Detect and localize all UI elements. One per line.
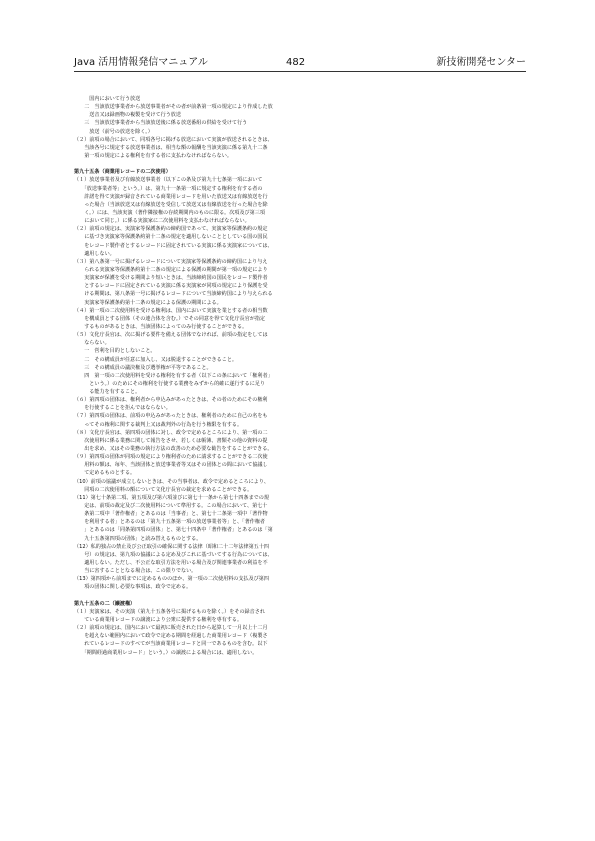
text-line: 適用しない。ただし、不公正な取引方法を用いる場合及び関連事業者の利益を不	[74, 560, 268, 567]
text-line: 同項の二次使用料の額について文化庁長官の裁定を求めることができる。	[74, 486, 253, 493]
text-line: った場合（当該放送又は有線放送を受信して放送又は有線放送を行った場合を除	[74, 201, 268, 208]
blank-line	[74, 160, 526, 168]
text-line: ならない。	[74, 340, 110, 347]
text-line: （12）私的独占の禁止及び公正取引の確保に関する法律（昭和二十二年法律第五十四	[74, 543, 269, 550]
text-line: れているレコードのすべてが当該商業用レコードと同一であるものを含む。以下	[74, 641, 268, 648]
text-line: 送音又は録画物の複製を受けて行う放送	[74, 112, 181, 119]
text-line: をレコード製作者とするレコードに固定されている実演に係る実演家については、	[74, 242, 273, 249]
page-number: 482	[286, 57, 306, 68]
text-line: （９）第四項の団体が同項の規定により権利者のために請求することができる二次使	[74, 454, 268, 461]
text-line: 放送（前号の放送を除く。）	[74, 128, 153, 135]
text-line: 「放送事業者等」という。）は、第九十一条第一項に規定する権利を有する者の	[74, 185, 263, 192]
text-line: （５）文化庁長官は、次に掲げる要件を備える団体でなければ、前項の指定をしては	[74, 332, 268, 339]
text-line: 項の団体に関し必要な事項は、政令で定める。	[74, 584, 192, 591]
text-line: ける期間は、第八条第一号に掲げるレコードについて当該締約国により与えられる	[74, 291, 273, 298]
header-rule	[74, 71, 526, 72]
text-line: 定は、前項の裁定及び二次使用料について準用する。この場合において、第七十	[74, 503, 268, 510]
text-line: く。）には、当該実演（著作隣接権の存続期間内のものに限る。次項及び第三項	[74, 209, 265, 216]
text-line: （３）第八条第一号に掲げるレコードについて実演家等保護条約の締約国により与え	[74, 258, 268, 265]
text-line: 当に害することとなる場合は、この限りでない。	[74, 568, 197, 575]
text-line: 条第二項中「著作権者」とあるのは「当事者」と、第七十二条第一項中「著作物	[74, 511, 268, 518]
header-title: Java 活用情報発信マニュアル	[74, 57, 208, 68]
text-line: を行使することを拒んではならない。	[74, 405, 171, 412]
text-line: 適用しない。	[74, 250, 115, 257]
page-header	[74, 56, 526, 70]
text-line: （４）第一項の二次使用料を受ける権利は、国内において実演を業とする者の相当数	[74, 307, 268, 314]
text-line: （２）前項の規定は、国内において最初に販売された日から起算して一月以上十二月	[74, 625, 268, 632]
text-line: （13）第四項から前項までに定めるもののほか、第一項の二次使用料の支払及び第四	[74, 576, 269, 583]
text-line: ってその権利に関する裁判上又は裁判外の行為を行う権限を有する。	[74, 421, 243, 428]
text-line: 二 当該放送事業者から放送事業者がその者が前条第一項の規定により作成した放	[74, 104, 273, 111]
text-line: 国内において行う放送	[74, 96, 141, 102]
text-line: 二 その構成員が任意に加入し、又は脱退することができること。	[74, 356, 238, 363]
text-line: 用料の額は、毎年、当該団体と放送事業者等又はその団体との間において協議し	[74, 462, 268, 469]
text-line: を構成員とする団体（その連合体を含む。）でその同意を得て文化庁長官が指定	[74, 315, 266, 322]
text-line: 出を求め、又はその業務の執行方法の改善のため必要な勧告をすることができる。	[74, 446, 273, 453]
text-line: 次使用料に係る業務に関して報告をさせ、若しくは帳簿、書類その他の資料の提	[74, 437, 268, 444]
text-line: （７）第四項の団体は、前項の申込みがあったときは、権利者のために自己の名をも	[74, 413, 268, 420]
text-line: という。）のためにその権利を行使する業務をみずから的確に遂行するに足り	[74, 380, 266, 387]
text-line: 三 当該放送事業者から当該放送後に係る放送番組の供給を受けて行う	[74, 120, 248, 127]
text-line: る能力を有すること。	[74, 389, 141, 396]
article-heading: 第九十五条（商業用レコードの二次使用）	[74, 169, 171, 176]
text-line: （６）第四項の団体は、権利者から申込みがあったときは、その者のためにその権利	[74, 397, 268, 404]
header-publisher: 新技術開発センター	[436, 57, 526, 68]
text-line: を利用する者」とあるのは「第九十五条第一項の放送事業者等」と、「著作権者	[74, 519, 266, 526]
text-line: 「期間経過商業用レコード」という。）の譲渡による場合には、適用しない。	[74, 649, 258, 656]
text-line: 九十五条第四項の団体」と読み替えるものとする。	[74, 535, 202, 542]
document-body	[74, 95, 526, 657]
text-line: 第一項の規定による権利を有する者に支払わなければならない。	[74, 152, 232, 159]
text-line: 三 その構成員の議決権及び選挙権が平等であること。	[74, 364, 212, 371]
text-line: 四 第一項の二次使用料を受ける権利を有する者（以下この条において「権利者」	[74, 372, 273, 379]
text-line: ている商業用レコードの譲渡により公衆に提供する権利を専有する。	[74, 617, 243, 623]
text-line: 当該各号に規定する放送事業者は、相当な額の報酬を当該実演に係る第九十二条	[74, 144, 268, 151]
text-line: て定めるものとする。	[74, 470, 136, 477]
text-line: （２）前項の場合において、同項各号に掲げる放送において実演が放送されるときは、	[74, 136, 273, 143]
text-line: （10）前項の協議が成立しないときは、その当事者は、政令で定めるところにより、	[74, 478, 269, 485]
text-line: 号）の規定は、第九項の協議による定め及びこれに基づいてする行為については、	[74, 551, 273, 558]
text-line: られる実演家等保護条約第十二条の規定による保護の期間が第一項の規定により	[74, 266, 268, 273]
article-heading: 第九十五条の二（譲渡権）	[74, 600, 136, 607]
text-line: 実演家等保護条約第十二条の規定による保護の期間による。	[74, 299, 222, 306]
blank-line	[74, 592, 526, 600]
text-line: とするレコードに固定されている実演に係る実演家が同項の規定により保護を受	[74, 283, 268, 290]
text-line: に基づき実演家等保護条約第十二条の規定を適用しないこととしている国の国民	[74, 234, 268, 241]
text-line: 許諾を得て実演が録音されている商業用レコードを用いた放送又は有線放送を行	[74, 193, 268, 200]
text-line: （８）文化庁長官は、第四項の団体に対し、政令で定めるところにより、第一項の二	[74, 429, 268, 436]
text-line: 実演家が保護を受ける期間より短いときは、当該締約国の国民をレコード製作者	[74, 275, 268, 282]
text-line: するものがあるときは、当該団体によってのみ行使することができる。	[74, 323, 248, 330]
text-line: 一 営利を目的としないこと。	[74, 348, 156, 355]
text-line: を超えない範囲内において政令で定める期間を経過した商業用レコード（複製さ	[74, 633, 268, 640]
text-line: （１）実演家は、その実演（第九十五条各号に掲げるものを除く。）をその録音され	[74, 608, 265, 615]
text-line: （２）前項の規定は、実演家等保護条約の締約国であって、実演家等保護条約の規定	[74, 226, 268, 233]
text-line: （１）放送事業者及び有線放送事業者（以下この条及び第九十七条第一項において	[74, 177, 263, 184]
text-line: 」とあるのは「同条第四項の団体」と、第七十四条中「著作権者」とあるのは「第	[74, 527, 273, 534]
text-line: において同じ。）に係る実演家に二次使用料を支払わなければならない。	[74, 218, 250, 225]
text-line: （11）第七十条第二項、第五項及び第六項並びに第七十一条から第七十四条までの規	[74, 494, 269, 501]
